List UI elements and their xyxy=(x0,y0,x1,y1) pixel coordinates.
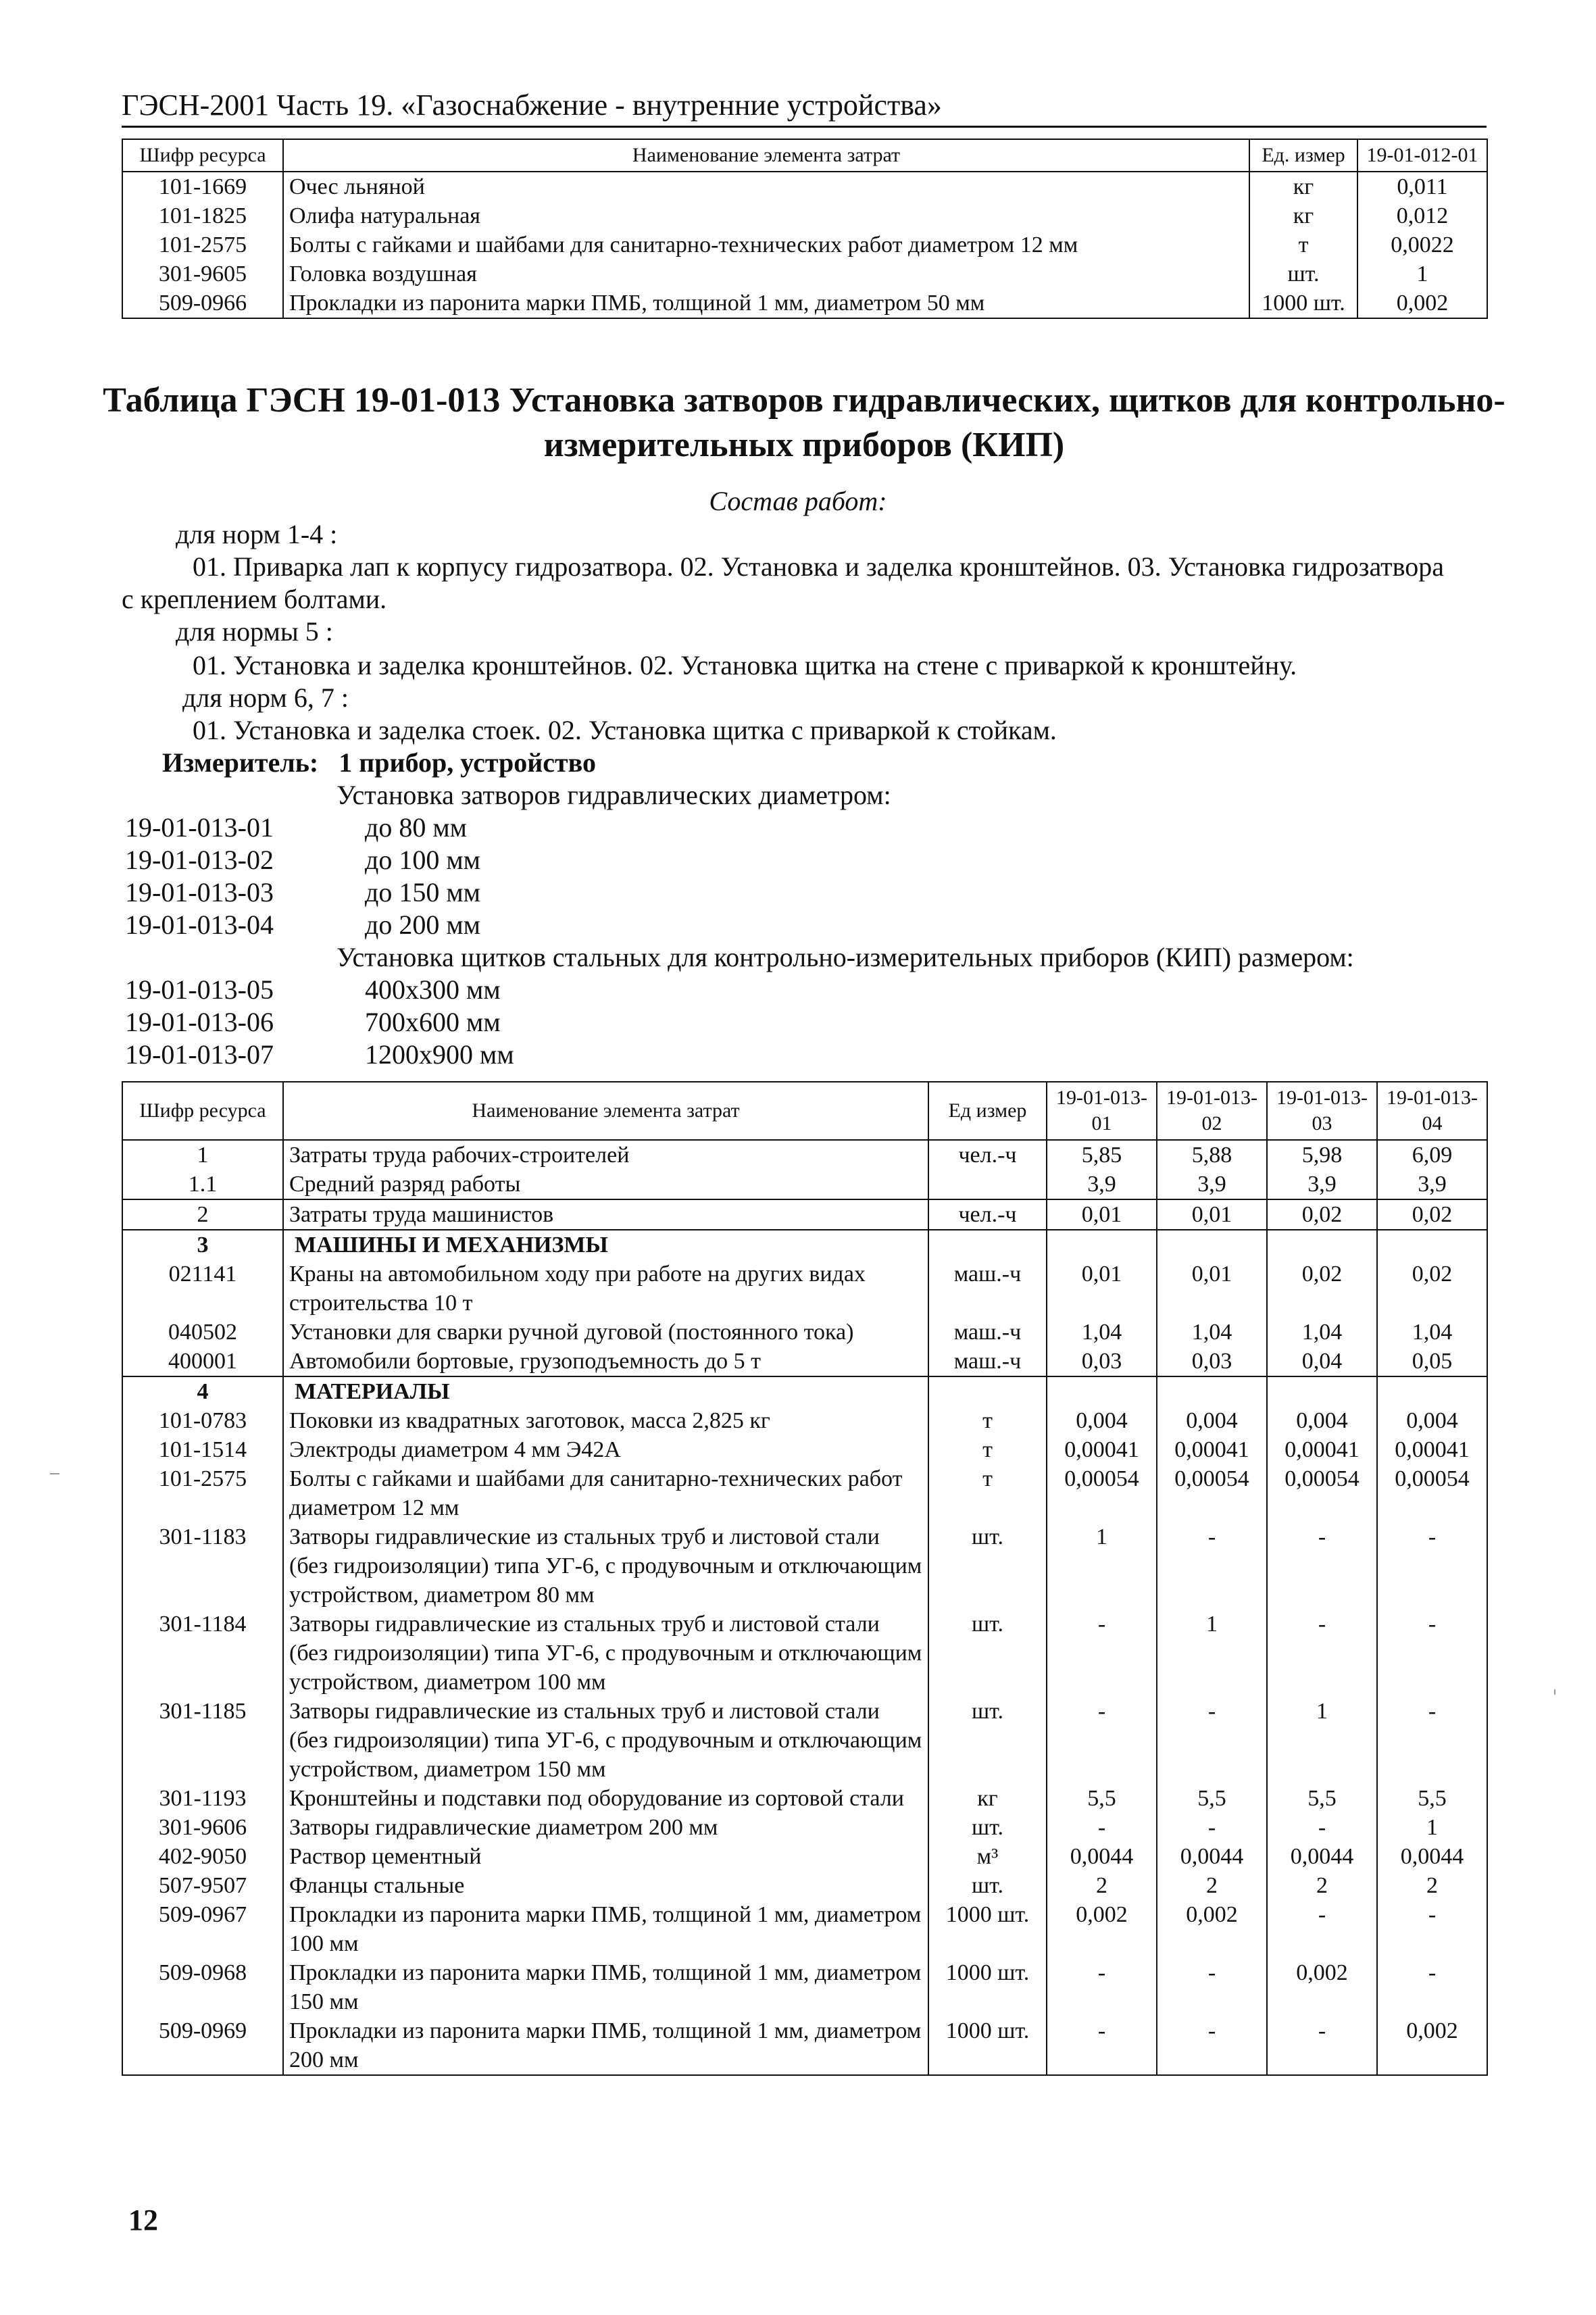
norm-value: до 150 мм xyxy=(365,877,480,907)
table-row xyxy=(122,172,1487,201)
cell-unit xyxy=(928,1376,1047,1406)
page-number: 12 xyxy=(128,2204,158,2237)
continuation-table xyxy=(122,139,1488,319)
cell-value: 5,5 xyxy=(1047,1784,1157,1813)
composition-line: для норм 1-4 : xyxy=(176,519,338,549)
cell-value: - xyxy=(1157,1813,1267,1842)
cell-name: Олифа натуральная xyxy=(283,201,1249,230)
cell-value: 1,04 xyxy=(1377,1318,1487,1347)
section-row xyxy=(122,1230,1487,1260)
cell-name: Установки для сварки ручной дуговой (постоянного тока) xyxy=(283,1318,928,1347)
cell-value: 0,004 xyxy=(1157,1406,1267,1435)
cell-name: Средний разряд работы xyxy=(283,1170,928,1199)
norm-value: 400x300 мм xyxy=(365,974,501,1005)
cell-value: 0,00054 xyxy=(1157,1464,1267,1522)
table-row xyxy=(122,1260,1487,1318)
cell-value: - xyxy=(1047,1697,1157,1784)
cell-unit: 1000 шт. xyxy=(928,1958,1047,2016)
table-row xyxy=(122,1406,1487,1435)
header-code: Шифр ресурса xyxy=(122,1082,283,1140)
cell-value xyxy=(1157,1230,1267,1260)
cell-name: Прокладки из паронита марки ПМБ, толщиной 1 мм, диаметром 150 мм xyxy=(283,1958,928,2016)
table-row xyxy=(122,1958,1487,2016)
cell-unit: 1000 шт. xyxy=(928,2016,1047,2075)
cell-value: 0,02 xyxy=(1267,1260,1377,1318)
cell-name: Затворы гидравлические из стальных труб и листовой стали (без гидроизоляции) типа УГ-6, с продувочным и отключающим устройством, диаметром 150 мм xyxy=(283,1697,928,1784)
norm-code: 19-01-013-06 xyxy=(125,1007,274,1037)
cell-value: 0,01 xyxy=(1157,1199,1267,1230)
cell-value: 0,002 xyxy=(1377,2016,1487,2075)
cell-unit xyxy=(928,1230,1047,1260)
table-row xyxy=(122,289,1487,318)
cell-value: - xyxy=(1267,1813,1377,1842)
cell-value: 0,00041 xyxy=(1157,1435,1267,1464)
scan-mark xyxy=(1554,1689,1555,1695)
cell-code: 301-1184 xyxy=(122,1610,283,1697)
cell-code: 301-9606 xyxy=(122,1813,283,1842)
cell-value: 0,004 xyxy=(1267,1406,1377,1435)
cell-value: 0,004 xyxy=(1047,1406,1157,1435)
cell-code: 101-2575 xyxy=(122,230,283,259)
cell-value: 0,002 xyxy=(1357,289,1487,318)
cell-unit: м³ xyxy=(928,1842,1047,1871)
cell-value: 5,5 xyxy=(1267,1784,1377,1813)
cell-name: Болты с гайками и шайбами для санитарно-технических работ диаметром 12 мм xyxy=(283,1464,928,1522)
cell-name: Затраты труда рабочих-строителей xyxy=(283,1140,928,1170)
table-row xyxy=(122,1435,1487,1464)
norm-code: 19-01-013-01 xyxy=(125,812,274,843)
cell-unit: 1000 шт. xyxy=(928,1900,1047,1958)
cell-name: Фланцы стальные xyxy=(283,1871,928,1900)
cell-value: 5,85 xyxy=(1047,1140,1157,1170)
title-line-2: измерительных приборов (КИП) xyxy=(543,426,1065,464)
cell-code: 509-0966 xyxy=(122,289,283,318)
cell-value: 0,002 xyxy=(1267,1958,1377,2016)
cell-value: - xyxy=(1377,1522,1487,1610)
cell-value: 0,00054 xyxy=(1047,1464,1157,1522)
header-unit: Ед. измер xyxy=(1249,139,1357,172)
table-row xyxy=(122,1318,1487,1347)
table-row xyxy=(122,1522,1487,1610)
table-row xyxy=(122,201,1487,230)
cell-value: 0,0044 xyxy=(1267,1842,1377,1871)
header-col-4: 19-01-013-04 xyxy=(1377,1082,1487,1140)
cell-value: 1,04 xyxy=(1047,1318,1157,1347)
cell-code: 509-0968 xyxy=(122,1958,283,2016)
cell-value: - xyxy=(1377,1610,1487,1697)
cell-value: 0,02 xyxy=(1267,1199,1377,1230)
cell-value: 5,98 xyxy=(1267,1140,1377,1170)
cell-value: 0,012 xyxy=(1357,201,1487,230)
cell-name: Раствор цементный xyxy=(283,1842,928,1871)
cell-name: Затворы гидравлические диаметром 200 мм xyxy=(283,1813,928,1842)
composition-line: для норм 6, 7 : xyxy=(182,682,349,713)
cell-code: 101-0783 xyxy=(122,1406,283,1435)
cell-unit: кг xyxy=(1249,201,1357,230)
cell-unit: т xyxy=(928,1435,1047,1464)
composition-line: 01. Установка и заделка стоек. 02. Установка щитка с приваркой к стойкам. xyxy=(193,715,1057,745)
cell-value: 0,02 xyxy=(1377,1199,1487,1230)
cell-value: - xyxy=(1047,1958,1157,2016)
cell-value: 1,04 xyxy=(1267,1318,1377,1347)
cell-code: 301-1183 xyxy=(122,1522,283,1610)
cell-unit: шт. xyxy=(928,1610,1047,1697)
table-header-row xyxy=(122,139,1487,172)
norm-value: до 200 мм xyxy=(365,910,480,940)
cell-unit: чел.-ч xyxy=(928,1199,1047,1230)
cell-value: - xyxy=(1157,2016,1267,2075)
unit-label: Измеритель: xyxy=(162,747,319,778)
cell-name: Поковки из квадратных заготовок, масса 2,825 кг xyxy=(283,1406,928,1435)
cell-value: 1 xyxy=(1267,1697,1377,1784)
table-row xyxy=(122,1140,1487,1170)
table-row xyxy=(122,230,1487,259)
cell-value xyxy=(1047,1376,1157,1406)
cell-code: 101-1669 xyxy=(122,172,283,201)
cell-value: 6,09 xyxy=(1377,1140,1487,1170)
cell-unit: кг xyxy=(928,1784,1047,1813)
cell-code: 301-1185 xyxy=(122,1697,283,1784)
cell-value: 0,03 xyxy=(1047,1347,1157,1376)
table-row xyxy=(122,1784,1487,1813)
cell-value: 0,0044 xyxy=(1047,1842,1157,1871)
table-header-row xyxy=(122,1082,1487,1140)
cell-value: 2 xyxy=(1157,1871,1267,1900)
cell-name: Головка воздушная xyxy=(283,259,1249,289)
composition-line: 01. Приварка лап к корпусу гидрозатвора. 02. Установка и заделка кронштейнов. 03. Установка гидрозатвора xyxy=(193,551,1445,582)
cell-name: Краны на автомобильном ходу при работе на других видах строительства 10 т xyxy=(283,1260,928,1318)
cell-value: 0,01 xyxy=(1047,1199,1157,1230)
resource-table xyxy=(122,1081,1488,2076)
cell-unit: маш.-ч xyxy=(928,1347,1047,1376)
table-row xyxy=(122,1610,1487,1697)
cell-code: 040502 xyxy=(122,1318,283,1347)
cell-value: 0,04 xyxy=(1267,1347,1377,1376)
cell-value: 1 xyxy=(1047,1522,1157,1610)
cell-value: 0,00054 xyxy=(1377,1464,1487,1522)
composition-line: для нормы 5 : xyxy=(176,616,333,647)
cell-name: Прокладки из паронита марки ПМБ, толщиной 1 мм, диаметром 50 мм xyxy=(283,289,1249,318)
cell-code: 400001 xyxy=(122,1347,283,1376)
cell-value: 0,05 xyxy=(1377,1347,1487,1376)
cell-value xyxy=(1267,1376,1377,1406)
composition-heading: Состав работ: xyxy=(709,486,887,516)
cell-value: 3,9 xyxy=(1267,1170,1377,1199)
cell-value: 5,5 xyxy=(1157,1784,1267,1813)
cell-unit: 1000 шт. xyxy=(1249,289,1357,318)
cell-value: 0,002 xyxy=(1157,1900,1267,1958)
cell-value xyxy=(1267,1230,1377,1260)
cell-unit: т xyxy=(1249,230,1357,259)
cell-name: Затворы гидравлические из стальных труб и листовой стали (без гидроизоляции) типа УГ-6, с продувочным и отключающим устройством, диаметром 100 мм xyxy=(283,1610,928,1697)
norm-code: 19-01-013-02 xyxy=(125,845,274,875)
cell-value: - xyxy=(1047,2016,1157,2075)
cell-value: 0,01 xyxy=(1157,1260,1267,1318)
cell-value xyxy=(1377,1230,1487,1260)
norm-code: 19-01-013-03 xyxy=(125,877,274,907)
cell-value: 5,88 xyxy=(1157,1140,1267,1170)
cell-unit: шт. xyxy=(928,1697,1047,1784)
table-row xyxy=(122,1199,1487,1230)
cell-unit: чел.-ч xyxy=(928,1140,1047,1170)
cell-code: 507-9507 xyxy=(122,1871,283,1900)
running-header: ГЭСН-2001 Часть 19. «Газоснабжение - внутренние устройства» xyxy=(122,89,942,122)
table-row xyxy=(122,1347,1487,1376)
cell-unit: маш.-ч xyxy=(928,1318,1047,1347)
header-col: 19-01-012-01 xyxy=(1357,139,1487,172)
cell-value xyxy=(1047,1230,1157,1260)
cell-code: 101-1825 xyxy=(122,201,283,230)
cell-unit xyxy=(928,1170,1047,1199)
table-row xyxy=(122,2016,1487,2075)
cell-unit: шт. xyxy=(928,1813,1047,1842)
norm-value: до 100 мм xyxy=(365,845,480,875)
norm-code: 19-01-013-05 xyxy=(125,974,274,1005)
cell-name: Затраты труда машинистов xyxy=(283,1199,928,1230)
cell-value: 0,0022 xyxy=(1357,230,1487,259)
cell-code: 4 xyxy=(122,1376,283,1406)
cell-unit: т xyxy=(928,1406,1047,1435)
cell-name: Болты с гайками и шайбами для санитарно-технических работ диаметром 12 мм xyxy=(283,230,1249,259)
cell-unit: кг xyxy=(1249,172,1357,201)
norm-value: 1200x900 мм xyxy=(365,1039,514,1070)
composition-line: с креплением болтами. xyxy=(122,584,387,614)
cell-value: 0,03 xyxy=(1157,1347,1267,1376)
title-line-1: Таблица ГЭСН 19-01-013 Установка затворов гидравлических, щитков для контрольно- xyxy=(103,381,1505,420)
table-row xyxy=(122,1464,1487,1522)
cell-value: 5,5 xyxy=(1377,1784,1487,1813)
cell-value: 0,002 xyxy=(1047,1900,1157,1958)
cell-value: - xyxy=(1047,1813,1157,1842)
cell-code: 1 xyxy=(122,1140,283,1170)
table-row xyxy=(122,1842,1487,1871)
cell-value: 1,04 xyxy=(1157,1318,1267,1347)
cell-name: Затворы гидравлические из стальных труб и листовой стали (без гидроизоляции) типа УГ-6, с продувочным и отключающим устройством, диаметром 80 мм xyxy=(283,1522,928,1610)
cell-value: 0,00041 xyxy=(1267,1435,1377,1464)
cell-value: - xyxy=(1267,2016,1377,2075)
cell-value: 0,00054 xyxy=(1267,1464,1377,1522)
cell-value: 1 xyxy=(1357,259,1487,289)
cell-value: 2 xyxy=(1377,1871,1487,1900)
cell-value: 1 xyxy=(1377,1813,1487,1842)
header-name: Наименование элемента затрат xyxy=(283,1082,928,1140)
scan-mark xyxy=(50,1473,59,1474)
cell-code: 402-9050 xyxy=(122,1842,283,1871)
cell-name: Прокладки из паронита марки ПМБ, толщиной 1 мм, диаметром 100 мм xyxy=(283,1900,928,1958)
table-row xyxy=(122,1697,1487,1784)
cell-code: 101-1514 xyxy=(122,1435,283,1464)
table-row xyxy=(122,1170,1487,1199)
cell-value: - xyxy=(1377,1958,1487,2016)
cell-name: Очес льняной xyxy=(283,172,1249,201)
header-col-1: 19-01-013-01 xyxy=(1047,1082,1157,1140)
header-name: Наименование элемента затрат xyxy=(283,139,1249,172)
header-code: Шифр ресурса xyxy=(122,139,283,172)
norm-code: 19-01-013-04 xyxy=(125,910,274,940)
cell-value: - xyxy=(1267,1900,1377,1958)
cell-value: 3,9 xyxy=(1157,1170,1267,1199)
cell-value: - xyxy=(1267,1522,1377,1610)
cell-value: - xyxy=(1377,1900,1487,1958)
cell-name: Кронштейны и подставки под оборудование из сортовой стали xyxy=(283,1784,928,1813)
cell-unit: маш.-ч xyxy=(928,1260,1047,1318)
norm-code: 19-01-013-07 xyxy=(125,1039,274,1070)
cell-name: Прокладки из паронита марки ПМБ, толщиной 1 мм, диаметром 200 мм xyxy=(283,2016,928,2075)
cell-value: - xyxy=(1157,1522,1267,1610)
cell-value: - xyxy=(1157,1958,1267,2016)
cell-name: Электроды диаметром 4 мм Э42А xyxy=(283,1435,928,1464)
cell-value: 0,00041 xyxy=(1047,1435,1157,1464)
cell-value: 0,01 xyxy=(1047,1260,1157,1318)
cell-value: 2 xyxy=(1267,1871,1377,1900)
header-col-3: 19-01-013-03 xyxy=(1267,1082,1377,1140)
norm-value: 700x600 мм xyxy=(365,1007,501,1037)
section-title: МАШИНЫ И МЕХАНИЗМЫ xyxy=(283,1230,928,1260)
norm-value: до 80 мм xyxy=(365,812,467,843)
cell-code: 2 xyxy=(122,1199,283,1230)
cell-value: 2 xyxy=(1047,1871,1157,1900)
table-row xyxy=(122,1871,1487,1900)
cell-value: 0,0044 xyxy=(1377,1842,1487,1871)
cell-value xyxy=(1377,1376,1487,1406)
cell-value: 0,02 xyxy=(1377,1260,1487,1318)
table-row xyxy=(122,1813,1487,1842)
table-row xyxy=(122,1900,1487,1958)
header-rule xyxy=(122,126,1487,128)
cell-unit: шт. xyxy=(928,1522,1047,1610)
cell-unit: т xyxy=(928,1464,1047,1522)
norm-group-heading: Установка затворов гидравлических диаметром: xyxy=(336,780,891,810)
cell-value: - xyxy=(1157,1697,1267,1784)
section-title: МАТЕРИАЛЫ xyxy=(283,1376,928,1406)
header-unit: Ед измер xyxy=(928,1082,1047,1140)
composition-line: 01. Установка и заделка кронштейнов. 02. Установка щитка на стене с приваркой к кронштейну. xyxy=(193,650,1297,680)
cell-value: - xyxy=(1047,1610,1157,1697)
table-title xyxy=(101,378,1507,468)
cell-unit: шт. xyxy=(928,1871,1047,1900)
cell-code: 101-2575 xyxy=(122,1464,283,1522)
cell-code: 021141 xyxy=(122,1260,283,1318)
unit-value: 1 прибор, устройство xyxy=(339,747,596,778)
cell-code: 301-1193 xyxy=(122,1784,283,1813)
cell-value: - xyxy=(1267,1610,1377,1697)
table-row xyxy=(122,259,1487,289)
header-col-2: 19-01-013-02 xyxy=(1157,1082,1267,1140)
cell-value: 0,011 xyxy=(1357,172,1487,201)
cell-code: 1.1 xyxy=(122,1170,283,1199)
cell-value: 0,00041 xyxy=(1377,1435,1487,1464)
norm-group-heading: Установка щитков стальных для контрольно-измерительных приборов (КИП) размером: xyxy=(336,942,1354,972)
cell-value: 0,0044 xyxy=(1157,1842,1267,1871)
unit-of-measure xyxy=(162,747,596,778)
cell-name: Автомобили бортовые, грузоподъемность до 5 т xyxy=(283,1347,928,1376)
cell-unit: шт. xyxy=(1249,259,1357,289)
cell-code: 509-0967 xyxy=(122,1900,283,1958)
cell-code: 3 xyxy=(122,1230,283,1260)
cell-value xyxy=(1157,1376,1267,1406)
cell-value: 3,9 xyxy=(1047,1170,1157,1199)
cell-value: 0,004 xyxy=(1377,1406,1487,1435)
section-row xyxy=(122,1376,1487,1406)
cell-value: - xyxy=(1377,1697,1487,1784)
cell-value: 1 xyxy=(1157,1610,1267,1697)
cell-code: 509-0969 xyxy=(122,2016,283,2075)
cell-code: 301-9605 xyxy=(122,259,283,289)
cell-value: 3,9 xyxy=(1377,1170,1487,1199)
